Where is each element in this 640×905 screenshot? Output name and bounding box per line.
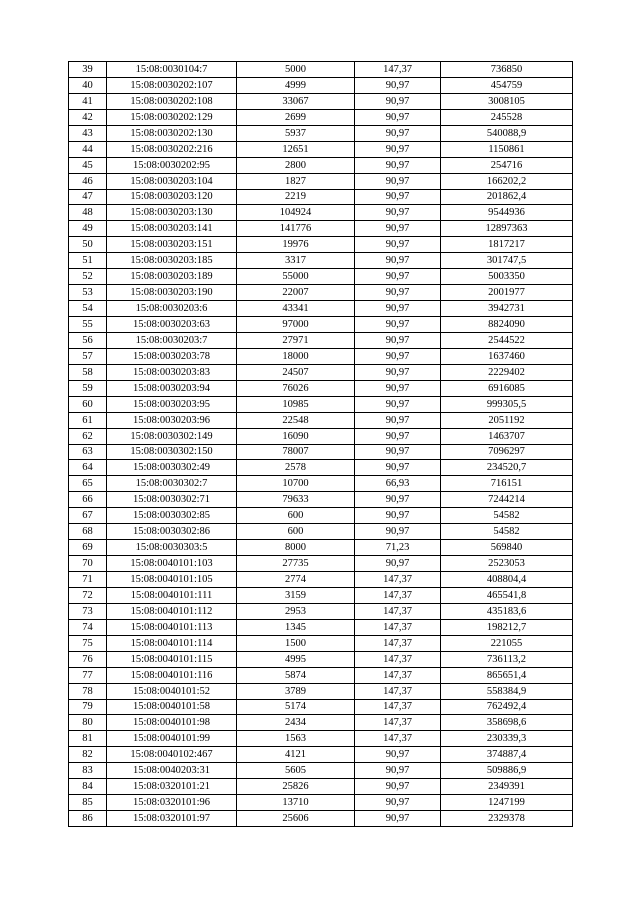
table-row (69, 285, 573, 301)
table-row (69, 125, 573, 141)
land-parcel-table (68, 61, 573, 827)
cadastral-number-cell: 15:08:0320101:97 (107, 811, 237, 827)
table-row (69, 508, 573, 524)
row-number-cell: 54 (69, 301, 107, 317)
value-cell: 3942731 (441, 301, 573, 317)
document-page (68, 61, 572, 827)
value-cell: 2329378 (441, 811, 573, 827)
table-row (69, 779, 573, 795)
area-cell: 600 (237, 508, 355, 524)
rate-cell: 147,37 (355, 667, 441, 683)
table-row (69, 540, 573, 556)
area-cell: 2800 (237, 157, 355, 173)
cadastral-number-cell: 15:08:0320101:96 (107, 795, 237, 811)
rate-cell: 147,37 (355, 62, 441, 78)
table-row (69, 77, 573, 93)
table-row (69, 524, 573, 540)
cadastral-number-cell: 15:08:0030203:141 (107, 221, 237, 237)
area-cell: 2578 (237, 460, 355, 476)
cadastral-number-cell: 15:08:0030203:130 (107, 205, 237, 221)
table-row (69, 317, 573, 333)
value-cell: 7244214 (441, 492, 573, 508)
row-number-cell: 47 (69, 189, 107, 205)
rate-cell: 66,93 (355, 476, 441, 492)
cadastral-number-cell: 15:08:0030302:86 (107, 524, 237, 540)
value-cell: 736850 (441, 62, 573, 78)
cadastral-number-cell: 15:08:0030302:7 (107, 476, 237, 492)
cadastral-number-cell: 15:08:0040101:113 (107, 619, 237, 635)
rate-cell: 90,97 (355, 460, 441, 476)
value-cell: 245528 (441, 109, 573, 125)
row-number-cell: 52 (69, 269, 107, 285)
row-number-cell: 81 (69, 731, 107, 747)
value-cell: 7096297 (441, 444, 573, 460)
value-cell: 301747,5 (441, 253, 573, 269)
rate-cell: 90,97 (355, 157, 441, 173)
value-cell: 1637460 (441, 348, 573, 364)
row-number-cell: 50 (69, 237, 107, 253)
area-cell: 24507 (237, 364, 355, 380)
cadastral-number-cell: 15:08:0040101:99 (107, 731, 237, 747)
area-cell: 18000 (237, 348, 355, 364)
cadastral-number-cell: 15:08:0030203:63 (107, 317, 237, 333)
row-number-cell: 39 (69, 62, 107, 78)
area-cell: 3317 (237, 253, 355, 269)
area-cell: 25826 (237, 779, 355, 795)
rate-cell: 90,97 (355, 332, 441, 348)
row-number-cell: 83 (69, 763, 107, 779)
rate-cell: 147,37 (355, 699, 441, 715)
rate-cell: 147,37 (355, 715, 441, 731)
row-number-cell: 58 (69, 364, 107, 380)
cadastral-number-cell: 15:08:0030203:95 (107, 396, 237, 412)
cadastral-number-cell: 15:08:0030203:94 (107, 380, 237, 396)
rate-cell: 90,97 (355, 285, 441, 301)
value-cell: 408804,4 (441, 572, 573, 588)
table-row (69, 635, 573, 651)
value-cell: 999305,5 (441, 396, 573, 412)
value-cell: 762492,4 (441, 699, 573, 715)
value-cell: 166202,2 (441, 173, 573, 189)
area-cell: 5605 (237, 763, 355, 779)
cadastral-number-cell: 15:08:0030302:49 (107, 460, 237, 476)
value-cell: 1150861 (441, 141, 573, 157)
row-number-cell: 73 (69, 603, 107, 619)
area-cell: 3789 (237, 683, 355, 699)
row-number-cell: 62 (69, 428, 107, 444)
cadastral-number-cell: 15:08:0040102:467 (107, 747, 237, 763)
cadastral-number-cell: 15:08:0040101:111 (107, 587, 237, 603)
area-cell: 5937 (237, 125, 355, 141)
area-cell: 1345 (237, 619, 355, 635)
rate-cell: 90,97 (355, 237, 441, 253)
value-cell: 3008105 (441, 93, 573, 109)
row-number-cell: 74 (69, 619, 107, 635)
area-cell: 25606 (237, 811, 355, 827)
table-row (69, 587, 573, 603)
row-number-cell: 69 (69, 540, 107, 556)
rate-cell: 90,97 (355, 508, 441, 524)
area-cell: 4995 (237, 651, 355, 667)
table-row (69, 301, 573, 317)
area-cell: 27971 (237, 332, 355, 348)
row-number-cell: 72 (69, 587, 107, 603)
row-number-cell: 56 (69, 332, 107, 348)
area-cell: 1500 (237, 635, 355, 651)
value-cell: 54582 (441, 524, 573, 540)
cadastral-number-cell: 15:08:0030302:85 (107, 508, 237, 524)
area-cell: 13710 (237, 795, 355, 811)
cadastral-number-cell: 15:08:0030203:96 (107, 412, 237, 428)
area-cell: 2953 (237, 603, 355, 619)
area-cell: 2774 (237, 572, 355, 588)
rate-cell: 90,97 (355, 763, 441, 779)
value-cell: 2523053 (441, 556, 573, 572)
row-number-cell: 41 (69, 93, 107, 109)
row-number-cell: 85 (69, 795, 107, 811)
row-number-cell: 45 (69, 157, 107, 173)
row-number-cell: 79 (69, 699, 107, 715)
table-row (69, 93, 573, 109)
area-cell: 76026 (237, 380, 355, 396)
value-cell: 465541,8 (441, 587, 573, 603)
table-row (69, 619, 573, 635)
row-number-cell: 75 (69, 635, 107, 651)
row-number-cell: 63 (69, 444, 107, 460)
row-number-cell: 82 (69, 747, 107, 763)
rate-cell: 90,97 (355, 221, 441, 237)
rate-cell: 90,97 (355, 125, 441, 141)
table-row (69, 747, 573, 763)
area-cell: 12651 (237, 141, 355, 157)
row-number-cell: 80 (69, 715, 107, 731)
area-cell: 19976 (237, 237, 355, 253)
row-number-cell: 64 (69, 460, 107, 476)
area-cell: 104924 (237, 205, 355, 221)
cadastral-number-cell: 15:08:0030203:78 (107, 348, 237, 364)
row-number-cell: 86 (69, 811, 107, 827)
rate-cell: 90,97 (355, 301, 441, 317)
cadastral-number-cell: 15:08:0040203:31 (107, 763, 237, 779)
row-number-cell: 76 (69, 651, 107, 667)
row-number-cell: 60 (69, 396, 107, 412)
row-number-cell: 78 (69, 683, 107, 699)
table-row (69, 412, 573, 428)
rate-cell: 147,37 (355, 635, 441, 651)
cadastral-number-cell: 15:08:0030203:190 (107, 285, 237, 301)
value-cell: 12897363 (441, 221, 573, 237)
table-row (69, 556, 573, 572)
row-number-cell: 49 (69, 221, 107, 237)
cadastral-number-cell: 15:08:0030202:95 (107, 157, 237, 173)
cadastral-number-cell: 15:08:0030303:5 (107, 540, 237, 556)
row-number-cell: 53 (69, 285, 107, 301)
cadastral-number-cell: 15:08:0030203:120 (107, 189, 237, 205)
value-cell: 374887,4 (441, 747, 573, 763)
rate-cell: 90,97 (355, 380, 441, 396)
area-cell: 27735 (237, 556, 355, 572)
table-row (69, 253, 573, 269)
rate-cell: 90,97 (355, 77, 441, 93)
row-number-cell: 65 (69, 476, 107, 492)
cadastral-number-cell: 15:08:0320101:21 (107, 779, 237, 795)
area-cell: 2219 (237, 189, 355, 205)
table-row (69, 205, 573, 221)
value-cell: 540088,9 (441, 125, 573, 141)
value-cell: 509886,9 (441, 763, 573, 779)
rate-cell: 147,37 (355, 651, 441, 667)
table-row (69, 795, 573, 811)
table-row (69, 428, 573, 444)
table-row (69, 173, 573, 189)
rate-cell: 147,37 (355, 572, 441, 588)
area-cell: 600 (237, 524, 355, 540)
area-cell: 4121 (237, 747, 355, 763)
cadastral-number-cell: 15:08:0030302:150 (107, 444, 237, 460)
area-cell: 4999 (237, 77, 355, 93)
area-cell: 8000 (237, 540, 355, 556)
area-cell: 3159 (237, 587, 355, 603)
table-row (69, 332, 573, 348)
area-cell: 79633 (237, 492, 355, 508)
cadastral-number-cell: 15:08:0030203:185 (107, 253, 237, 269)
value-cell: 1817217 (441, 237, 573, 253)
rate-cell: 90,97 (355, 317, 441, 333)
cadastral-number-cell: 15:08:0040101:103 (107, 556, 237, 572)
rate-cell: 147,37 (355, 587, 441, 603)
rate-cell: 90,97 (355, 779, 441, 795)
value-cell: 2544522 (441, 332, 573, 348)
table-row (69, 157, 573, 173)
rate-cell: 147,37 (355, 619, 441, 635)
cadastral-number-cell: 15:08:0030202:216 (107, 141, 237, 157)
area-cell: 55000 (237, 269, 355, 285)
value-cell: 2229402 (441, 364, 573, 380)
row-number-cell: 42 (69, 109, 107, 125)
row-number-cell: 59 (69, 380, 107, 396)
table-row (69, 221, 573, 237)
cadastral-number-cell: 15:08:0030202:129 (107, 109, 237, 125)
rate-cell: 90,97 (355, 109, 441, 125)
row-number-cell: 44 (69, 141, 107, 157)
rate-cell: 90,97 (355, 189, 441, 205)
area-cell: 43341 (237, 301, 355, 317)
row-number-cell: 61 (69, 412, 107, 428)
value-cell: 2001977 (441, 285, 573, 301)
value-cell: 435183,6 (441, 603, 573, 619)
row-number-cell: 70 (69, 556, 107, 572)
area-cell: 2434 (237, 715, 355, 731)
value-cell: 6916085 (441, 380, 573, 396)
row-number-cell: 55 (69, 317, 107, 333)
rate-cell: 71,23 (355, 540, 441, 556)
cadastral-number-cell: 15:08:0030202:107 (107, 77, 237, 93)
table-row (69, 396, 573, 412)
area-cell: 1827 (237, 173, 355, 189)
rate-cell: 90,97 (355, 795, 441, 811)
row-number-cell: 51 (69, 253, 107, 269)
row-number-cell: 48 (69, 205, 107, 221)
value-cell: 5003350 (441, 269, 573, 285)
table-body (69, 62, 573, 827)
area-cell: 22007 (237, 285, 355, 301)
table-row (69, 269, 573, 285)
cadastral-number-cell: 15:08:0040101:114 (107, 635, 237, 651)
cadastral-number-cell: 15:08:0040101:115 (107, 651, 237, 667)
row-number-cell: 43 (69, 125, 107, 141)
row-number-cell: 68 (69, 524, 107, 540)
area-cell: 78007 (237, 444, 355, 460)
table-row (69, 460, 573, 476)
value-cell: 234520,7 (441, 460, 573, 476)
area-cell: 141776 (237, 221, 355, 237)
table-row (69, 141, 573, 157)
table-row (69, 476, 573, 492)
value-cell: 1463707 (441, 428, 573, 444)
area-cell: 2699 (237, 109, 355, 125)
value-cell: 8824090 (441, 317, 573, 333)
table-row (69, 763, 573, 779)
rate-cell: 90,97 (355, 428, 441, 444)
value-cell: 454759 (441, 77, 573, 93)
cadastral-number-cell: 15:08:0030203:7 (107, 332, 237, 348)
table-row (69, 62, 573, 78)
table-row (69, 731, 573, 747)
rate-cell: 90,97 (355, 173, 441, 189)
table-row (69, 444, 573, 460)
cadastral-number-cell: 15:08:0030203:104 (107, 173, 237, 189)
cadastral-number-cell: 15:08:0030203:189 (107, 269, 237, 285)
cadastral-number-cell: 15:08:0030202:130 (107, 125, 237, 141)
cadastral-number-cell: 15:08:0030302:71 (107, 492, 237, 508)
row-number-cell: 77 (69, 667, 107, 683)
area-cell: 16090 (237, 428, 355, 444)
value-cell: 54582 (441, 508, 573, 524)
cadastral-number-cell: 15:08:0030202:108 (107, 93, 237, 109)
table-row (69, 380, 573, 396)
area-cell: 5174 (237, 699, 355, 715)
table-row (69, 572, 573, 588)
cadastral-number-cell: 15:08:0030302:149 (107, 428, 237, 444)
cadastral-number-cell: 15:08:0040101:52 (107, 683, 237, 699)
value-cell: 1247199 (441, 795, 573, 811)
cadastral-number-cell: 15:08:0040101:116 (107, 667, 237, 683)
cadastral-number-cell: 15:08:0040101:98 (107, 715, 237, 731)
area-cell: 10985 (237, 396, 355, 412)
row-number-cell: 66 (69, 492, 107, 508)
value-cell: 201862,4 (441, 189, 573, 205)
rate-cell: 90,97 (355, 396, 441, 412)
value-cell: 736113,2 (441, 651, 573, 667)
value-cell: 716151 (441, 476, 573, 492)
value-cell: 2349391 (441, 779, 573, 795)
cadastral-number-cell: 15:08:0030104:7 (107, 62, 237, 78)
rate-cell: 90,97 (355, 444, 441, 460)
table-row (69, 109, 573, 125)
rate-cell: 90,97 (355, 141, 441, 157)
rate-cell: 147,37 (355, 603, 441, 619)
value-cell: 358698,6 (441, 715, 573, 731)
value-cell: 2051192 (441, 412, 573, 428)
table-row (69, 715, 573, 731)
area-cell: 33067 (237, 93, 355, 109)
area-cell: 1563 (237, 731, 355, 747)
rate-cell: 147,37 (355, 683, 441, 699)
row-number-cell: 84 (69, 779, 107, 795)
rate-cell: 90,97 (355, 205, 441, 221)
row-number-cell: 67 (69, 508, 107, 524)
area-cell: 97000 (237, 317, 355, 333)
value-cell: 198212,7 (441, 619, 573, 635)
rate-cell: 90,97 (355, 93, 441, 109)
row-number-cell: 57 (69, 348, 107, 364)
table-row (69, 348, 573, 364)
rate-cell: 90,97 (355, 492, 441, 508)
area-cell: 5874 (237, 667, 355, 683)
cadastral-number-cell: 15:08:0040101:58 (107, 699, 237, 715)
cadastral-number-cell: 15:08:0040101:112 (107, 603, 237, 619)
rate-cell: 90,97 (355, 811, 441, 827)
table-row (69, 603, 573, 619)
cadastral-number-cell: 15:08:0030203:6 (107, 301, 237, 317)
rate-cell: 90,97 (355, 253, 441, 269)
area-cell: 5000 (237, 62, 355, 78)
value-cell: 9544936 (441, 205, 573, 221)
value-cell: 221055 (441, 635, 573, 651)
row-number-cell: 71 (69, 572, 107, 588)
value-cell: 230339,3 (441, 731, 573, 747)
row-number-cell: 46 (69, 173, 107, 189)
table-row (69, 667, 573, 683)
rate-cell: 90,97 (355, 269, 441, 285)
rate-cell: 90,97 (355, 524, 441, 540)
area-cell: 10700 (237, 476, 355, 492)
table-row (69, 683, 573, 699)
row-number-cell: 40 (69, 77, 107, 93)
table-row (69, 364, 573, 380)
table-row (69, 651, 573, 667)
rate-cell: 90,97 (355, 747, 441, 763)
cadastral-number-cell: 15:08:0030203:83 (107, 364, 237, 380)
table-row (69, 189, 573, 205)
rate-cell: 90,97 (355, 348, 441, 364)
cadastral-number-cell: 15:08:0040101:105 (107, 572, 237, 588)
rate-cell: 90,97 (355, 556, 441, 572)
rate-cell: 90,97 (355, 364, 441, 380)
value-cell: 569840 (441, 540, 573, 556)
rate-cell: 90,97 (355, 412, 441, 428)
table-row (69, 492, 573, 508)
table-row (69, 237, 573, 253)
area-cell: 22548 (237, 412, 355, 428)
table-row (69, 699, 573, 715)
cadastral-number-cell: 15:08:0030203:151 (107, 237, 237, 253)
table-row (69, 811, 573, 827)
value-cell: 254716 (441, 157, 573, 173)
value-cell: 558384,9 (441, 683, 573, 699)
value-cell: 865651,4 (441, 667, 573, 683)
rate-cell: 147,37 (355, 731, 441, 747)
